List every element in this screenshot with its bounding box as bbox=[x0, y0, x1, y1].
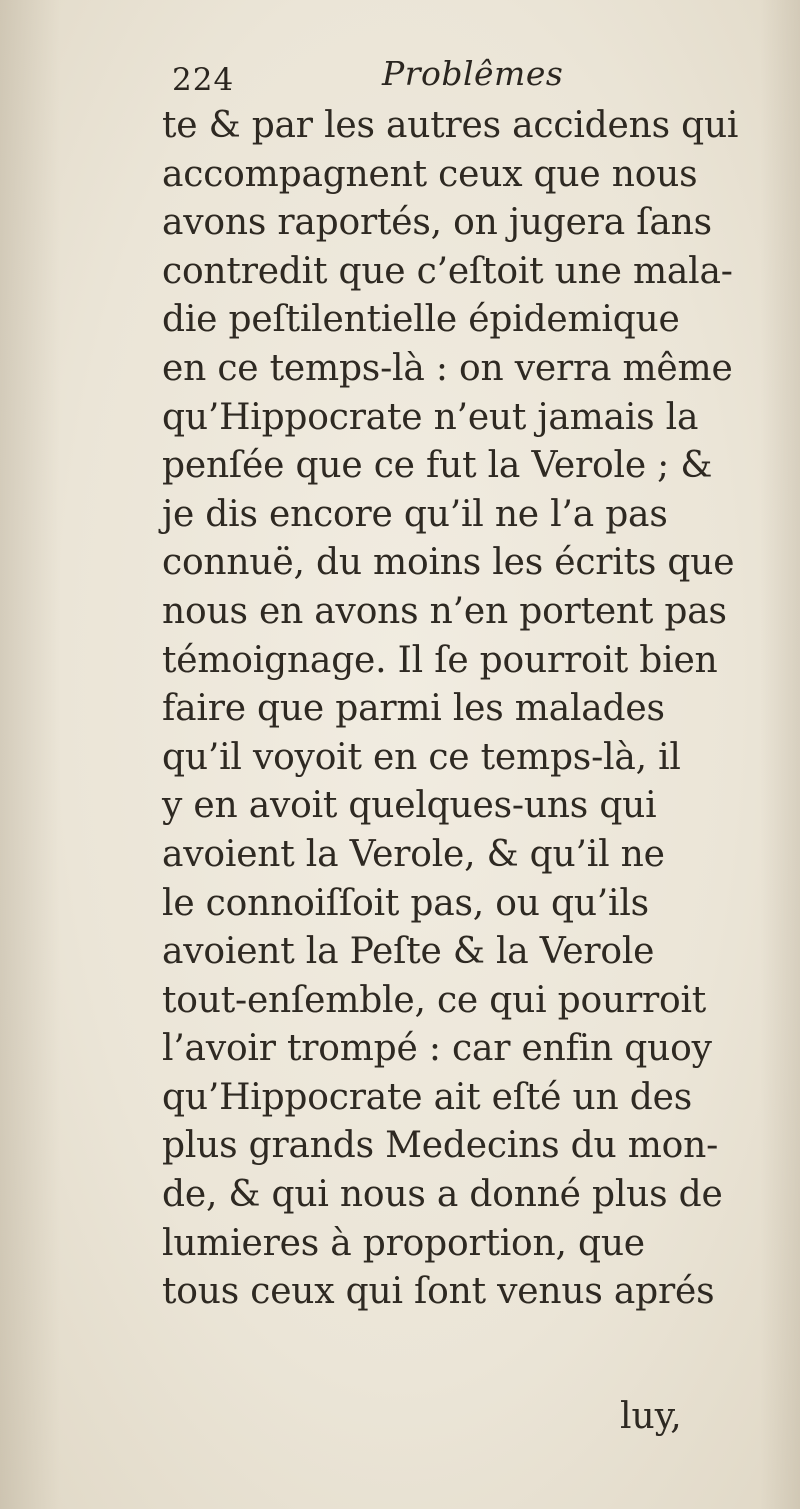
text-line: accompagnent ceux que nous bbox=[162, 153, 698, 195]
text-line: tous ceux qui ſont venus aprés bbox=[162, 1271, 715, 1313]
page-number: 224 bbox=[172, 62, 235, 98]
text-line: penſée que ce fut la Verole ; & bbox=[162, 445, 713, 487]
page-shadow-left bbox=[0, 0, 60, 1509]
text-line: qu’Hippocrate n’eut jamais la bbox=[162, 396, 699, 438]
text-line: lumieres à proportion, que bbox=[162, 1222, 645, 1264]
text-line: de, & qui nous a donné plus de bbox=[162, 1174, 723, 1216]
text-line: qu’Hippocrate ait eſté un des bbox=[162, 1076, 692, 1118]
text-line: le connoiſſoit pas, ou qu’ils bbox=[162, 882, 649, 924]
running-head bbox=[172, 50, 592, 100]
text-line: je dis encore qu’il ne l’a pas bbox=[162, 493, 668, 535]
text-line: plus grands Medecins du mon- bbox=[162, 1125, 719, 1167]
text-line: témoignage. Il ſe pourroit bien bbox=[162, 639, 718, 681]
text-line: te & par les autres accidens qui bbox=[162, 105, 739, 146]
text-line: avons raportés, on jugera ſans bbox=[162, 202, 712, 244]
catchword: luy, bbox=[620, 1396, 682, 1437]
text-line: die peſtilentielle épidemique bbox=[162, 299, 680, 341]
text-line: qu’il voyoit en ce temps-là, il bbox=[162, 736, 681, 778]
text-line: avoient la Verole, & qu’il ne bbox=[162, 833, 665, 875]
text-line: faire que parmi les malades bbox=[162, 688, 665, 730]
text-line: y en avoit quelques-uns qui bbox=[162, 785, 657, 827]
text-line: contredit que c’eſtoit une mala- bbox=[162, 250, 733, 292]
text-line: l’avoir trompé : car enfin quoy bbox=[162, 1028, 712, 1070]
text-line: avoient la Peſte & la Verole bbox=[162, 931, 655, 973]
text-line: tout-enſemble, ce qui pourroit bbox=[162, 979, 707, 1021]
text-line: connuë, du moins les écrits que bbox=[162, 542, 735, 584]
text-line: nous en avons n’en portent pas bbox=[162, 590, 727, 632]
running-title: Problêmes bbox=[382, 54, 564, 93]
body-text bbox=[162, 102, 762, 1317]
page-shadow-right bbox=[760, 0, 800, 1509]
text-line: en ce temps-là : on verra même bbox=[162, 347, 733, 389]
